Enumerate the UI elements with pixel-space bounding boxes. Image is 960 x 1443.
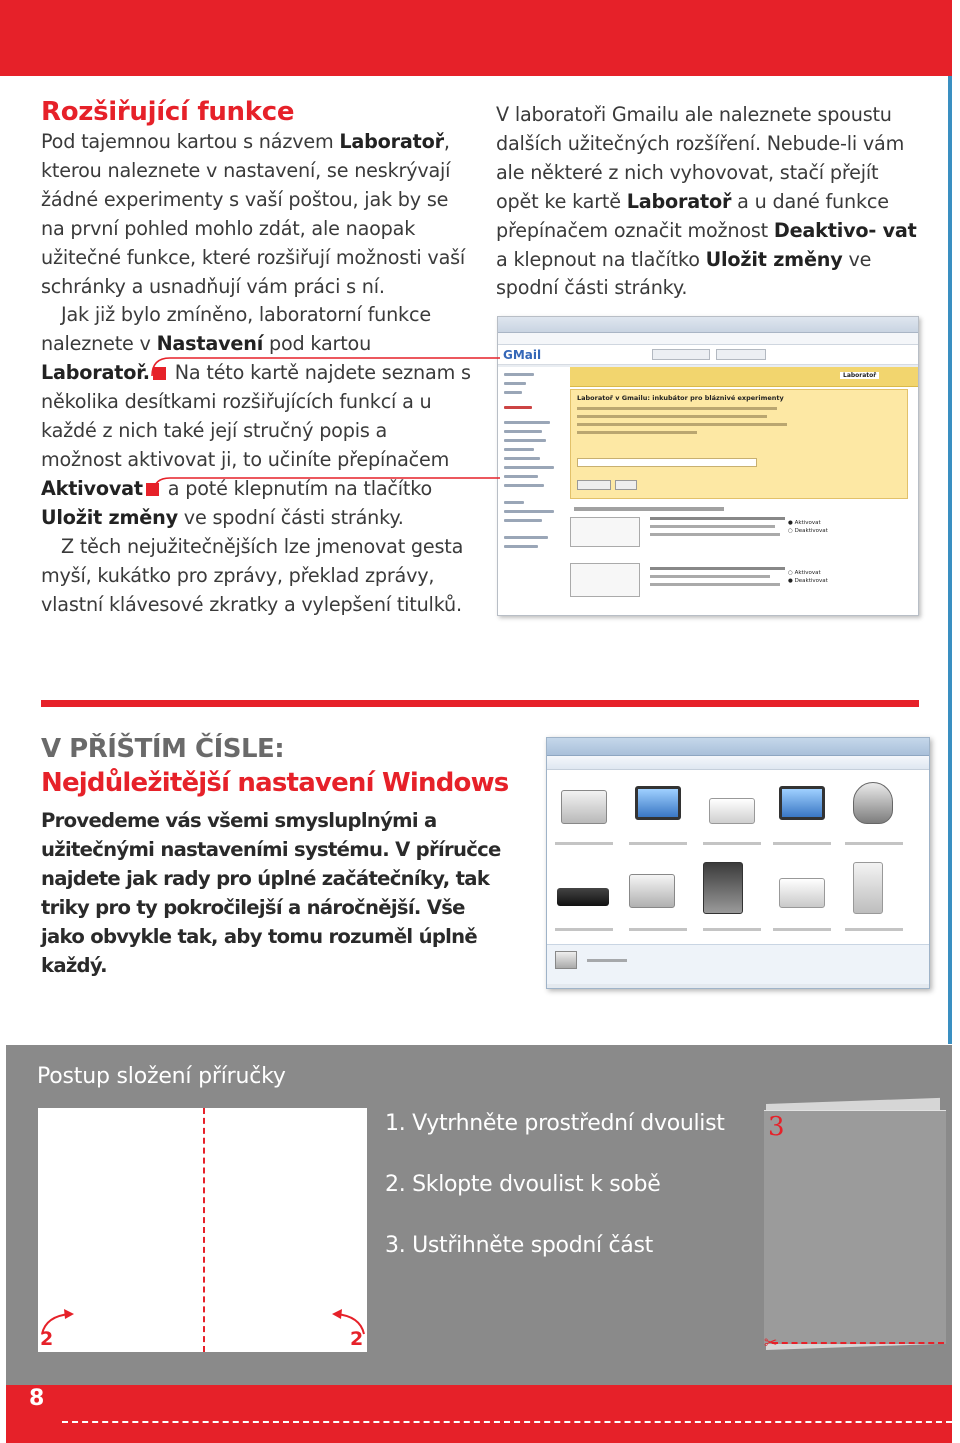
- mouse-icon: [853, 782, 893, 824]
- tab-laborator: Laboratoř: [840, 372, 879, 379]
- cut-line: [772, 1342, 944, 1344]
- browser-addressbar: [498, 333, 918, 345]
- explorer-bottom: [547, 984, 930, 989]
- keyboard-icon: [557, 888, 609, 906]
- assembly-steps: [385, 1108, 745, 1291]
- next-issue-block: [41, 733, 511, 980]
- gmail-logo: GMail: [503, 348, 542, 362]
- bottom-cut-line: [62, 1421, 952, 1423]
- scissors-icon: ✂: [764, 1333, 778, 1352]
- monitor-icon: [635, 786, 681, 820]
- step-1: 1. Vytrhněte prostřední dvoulist: [385, 1111, 725, 1136]
- booklet-illustration: [764, 1110, 946, 1344]
- printer-icon: [561, 790, 607, 824]
- step-3: 3. Ustřihněte spodní část: [385, 1233, 653, 1258]
- fold-mark-2-left: 2: [40, 1328, 54, 1350]
- gmail-main: [570, 367, 919, 616]
- section-heading: Rozšiřující funkce: [41, 97, 295, 127]
- assembly-title: Postup složení příručky: [37, 1064, 286, 1089]
- fold-line: [203, 1108, 205, 1352]
- paragraph-2: Jak již bylo zmíněno, laboratorní funkce naleznete v Nastavení pod kartou Laboratoř. Na této kartě najdete seznam s několika desítkami rozšiřujících funkcí a u každé z nich také její stručný popis a možnost aktivovat ji, to učiníte přepínačem Aktivovat a poté klepnutím na tlačítko Uložit změny ve spodní části stránky.: [41, 303, 471, 529]
- explorer-status: [547, 944, 930, 984]
- next-issue-label: V PŘÍŠTÍM ČÍSLE:: [41, 734, 285, 764]
- storage-icon: [779, 878, 825, 908]
- fax-icon: [629, 874, 675, 908]
- explorer-navbar: [547, 738, 929, 756]
- right-edge-strip: [948, 76, 952, 1044]
- option-group-1: ● Aktivovat ○ Deaktivovat: [788, 520, 828, 534]
- external-drive-icon: [853, 862, 883, 914]
- monitor-icon-2: [779, 786, 825, 820]
- search-web-button: [716, 349, 766, 360]
- windows-devices-screenshot: [546, 737, 930, 989]
- booklet-mark-3: 3: [768, 1112, 785, 1142]
- gmail-labs-screenshot: [497, 316, 919, 616]
- option-group-2: ○ Aktivovat ● Deaktivovat: [788, 570, 828, 584]
- top-red-bar: [0, 0, 952, 76]
- next-issue-title: Nejdůležitější nastavení Windows: [41, 768, 509, 798]
- search-mail-button: [652, 349, 710, 360]
- right-column-text: V laboratoři Gmailu ale naleznete spoustu dalších užitečných rozšíření. Nebude-li vám ale některé z nich vyhovovat, stačí přejít opět ke kartě Laboratoř a u dané funkce přepínačem označit možnost Deaktivo- vat a klepnout na tlačítko Uložit změny ve spodní části stránky.: [496, 103, 917, 300]
- browser-titlebar: [498, 317, 918, 333]
- labs-intro-panel: Laboratoř v Gmailu: inkubátor pro bláznivé experimenty: [570, 389, 908, 499]
- next-issue-body: Provedeme vás všemi smysluplnými a užitečnými nastaveními systému. V příručce najdete jak rady pro úplné začátečníky, tak triky pro ty pokročilejší a náročnější. Vše jako obvykle tak, aby tomu rozuměl úplně každý.: [41, 809, 501, 977]
- gmail-header: [498, 345, 918, 365]
- step-2: 2. Sklopte dvoulist k sobě: [385, 1172, 661, 1197]
- section-divider: [41, 700, 919, 707]
- settings-tabs: [570, 367, 919, 387]
- fold-mark-2-right: 2: [350, 1328, 364, 1350]
- page-number: 8: [29, 1386, 45, 1411]
- bottom-red-bar: [6, 1385, 952, 1443]
- drive-icon: [709, 798, 755, 824]
- paragraph-3: Z těch nejužitečnějších lze jmenovat gesta myší, kukátko pro zprávy, překlad zprávy, vlastní klávesové zkratky a vylepšení titulků.: [41, 534, 464, 616]
- multifunction-printer-icon: [703, 862, 743, 914]
- callout-connector: [148, 350, 508, 500]
- paragraph-1: Pod tajemnou kartou s názvem Laboratoř, kterou naleznete v nastavení, se neskrývají žádné experimenty s vaší poštou, jak by se na první pohled mohlo zdát, ale naopak užitečné funkce, které rozšiřují možnosti vaší schránky a usnadňují vám práci s ní.: [41, 130, 466, 298]
- gmail-sidebar: [498, 367, 570, 616]
- explorer-toolbar: [547, 756, 929, 770]
